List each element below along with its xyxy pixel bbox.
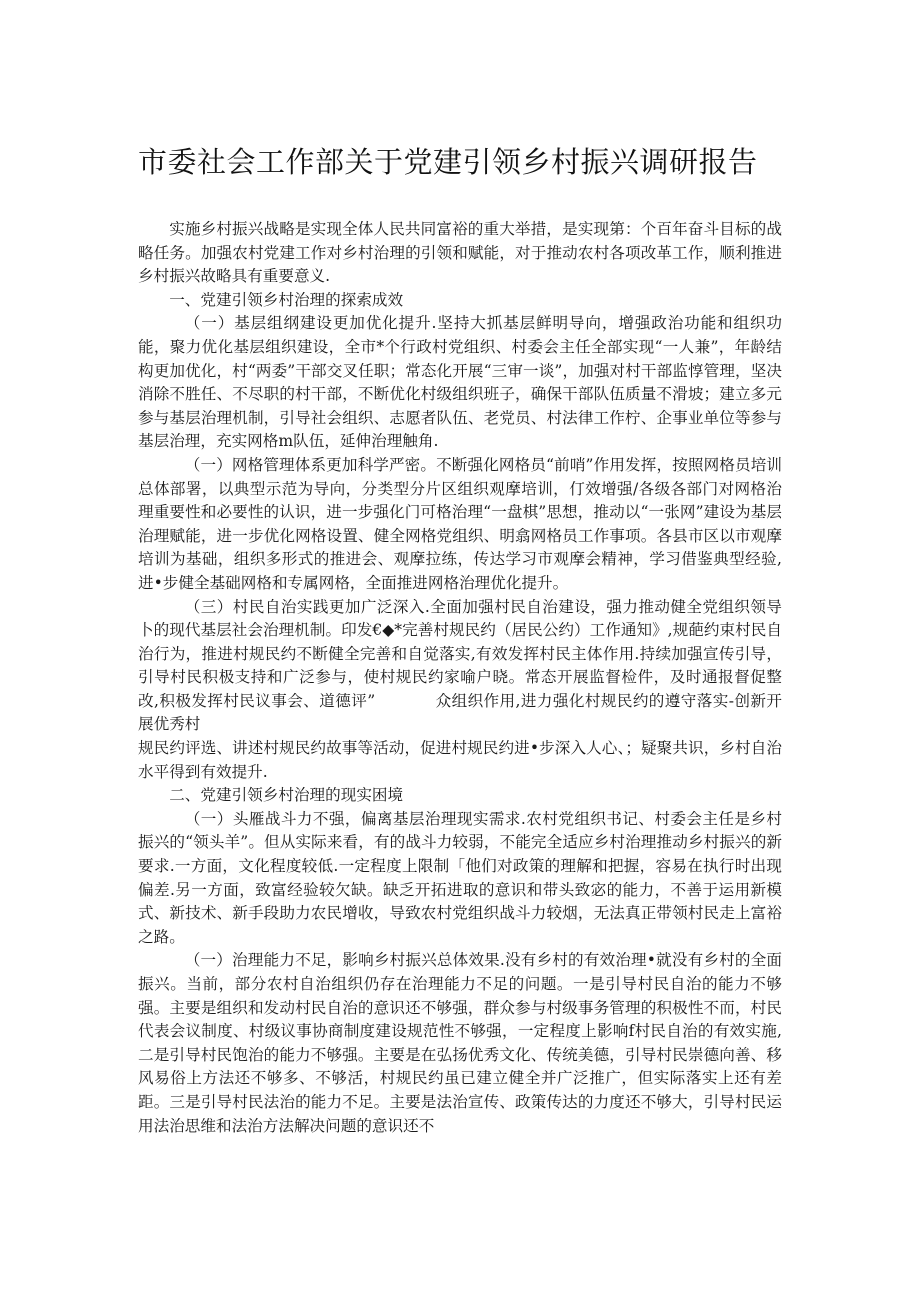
section-1-paragraph-3-part-a: （三）村民自治实践更加广泛深入.全面加强村民自治建设，强力推动健全党组织领导卜的现代基层社会治理机制。印发€◆*完善村规民约（居民公约）工作通知》,规葩约束村民自治行为，推进村规民约不断健全完善和自觉落实,有效发挥村民主体作用.持续加强宣传引导，引导村民积极支持和广泛参与，使村规民约家喻户晓。常态开展监督检件，及时通报督促整改,积极发挥村民议事会、道德评” — [138, 597, 782, 710]
section-2-paragraph-1: （一）头雁战斗力不强，偏离基层治理现实需求.农村党组织书记、村委会主任是乡村振兴的“领头羊”。但从实际来看，有的战斗力较弱，不能完全适应乡村治理推动乡村振兴的新要求.一方面，文化程度较低.一定程度上限制「他们对政策的理解和把握，容易在执行时出现偏差.另一方面，致富经验较欠缺。缺乏开拓进取的意识和带头致宓的能力，不善于运用新模式、新技术、新手段助力农民增收，导致农村党组织战斗力较烟，无法真正带领村民走上富裕之路。 — [138, 809, 782, 946]
section-1-paragraph-3-continued: 规民约评选、讲述村规民约故事等活动，促进村规民约进•步深入人心、；疑聚共识，乡村自治水平得到有效提升. — [138, 739, 782, 781]
document-body — [138, 218, 782, 1138]
section-1-paragraph-1: （一）基层组纲建设更加优化提升.坚持大抓基层鲜明导向，增强政治功能和组织功能，聚力优化基层组织建设，全市*个行政村党组织、村委会主任全部实现“一人兼”，年龄结构更加优化，村“两委”干部交叉任职；常态化开展“三审一谈”，加强对村干部监惇管理，坚决消除不胜任、不尽职的村干部，不断优化村级组织班子，确保干部队伍质量不滑坡；建立多元参与基层治理机制，引导社会组织、志愿者队伍、老党员、村法律工作柠、企事业单位等参与基层治理，充实网格m队伍，延伸治理触角. — [138, 314, 782, 451]
section-2-paragraph-2: （一）治理能力不足，影响乡村振兴总体效果.没有乡村的有效治理•就没有乡村的全面振兴。当前，部分农村自治组织仍存在治理能力不足的问题。一是引导村民自治的能力不够强。主要是组织和发动村民自治的意识还不够强，群众参与村级事务管理的积极性不而，村民代表会议制度、村级议事协商制度建设规范性不够强，一定程度上影响f村民自治的有效实施,二是引导村民饱治的能力不够强。主要是在弘扬优秀文化、传统美德，引导村民崇德向善、移风易俗上方法还不够多、不够活，村规民约虽已建立健全并广泛推广，但实际落实上还有差距。三是引导村民法治的能力不足。主要是法治宣传、政策传达的力度还不够大，引导村民运用法治思维和法治方法解决问题的意识还不 — [138, 951, 782, 1135]
section-1-paragraph-2: （一）网格管理体系更加科学严密。不断强化网格员“前哨”作用发挥，按照网格员培训总体部署，以典型示范为导向，分类型分片区组织观摩培训，仃效增强/各级各部门对网格治理重要性和必要性的认识，进一步强化门可格治理“一盘棋”思想，推动以“一张网”建设为基层治理赋能，进一步优化网格设置、健全网格党组织、明翕网格员工作事项。各县市区以市观摩培训为基础，组织多形式的推进会、观摩拉练，传达学习市观摩会精神，学习借鉴典型经验,进•步健全基础网格和专属网格，全面推进网格治理优化提升。 — [138, 455, 782, 592]
section-1-paragraph-3-part-b: 众组织作用,进力强化村规民约的遵守落实-创新开展优秀村 — [138, 691, 782, 734]
section-1-paragraph-3 — [138, 596, 782, 738]
intro-paragraph: 实施乡村振兴战略是实现全体人民共同富裕的重大举措，是实现第：个百年奋斗目标的战略任务。加强农村党建工作对乡村治理的引领和赋能，对于推动农村各项改革工作，顺利推进乡村振兴故略具有重要意义. — [138, 220, 782, 286]
document-title: 市委社会工作部关于党建引领乡村振兴调研报告 — [138, 145, 758, 179]
section-2-heading: 二、党建引领乡村治理的现实困境 — [169, 786, 404, 805]
section-1-heading: 一、党建引领乡村治理的探索成效 — [169, 290, 404, 309]
